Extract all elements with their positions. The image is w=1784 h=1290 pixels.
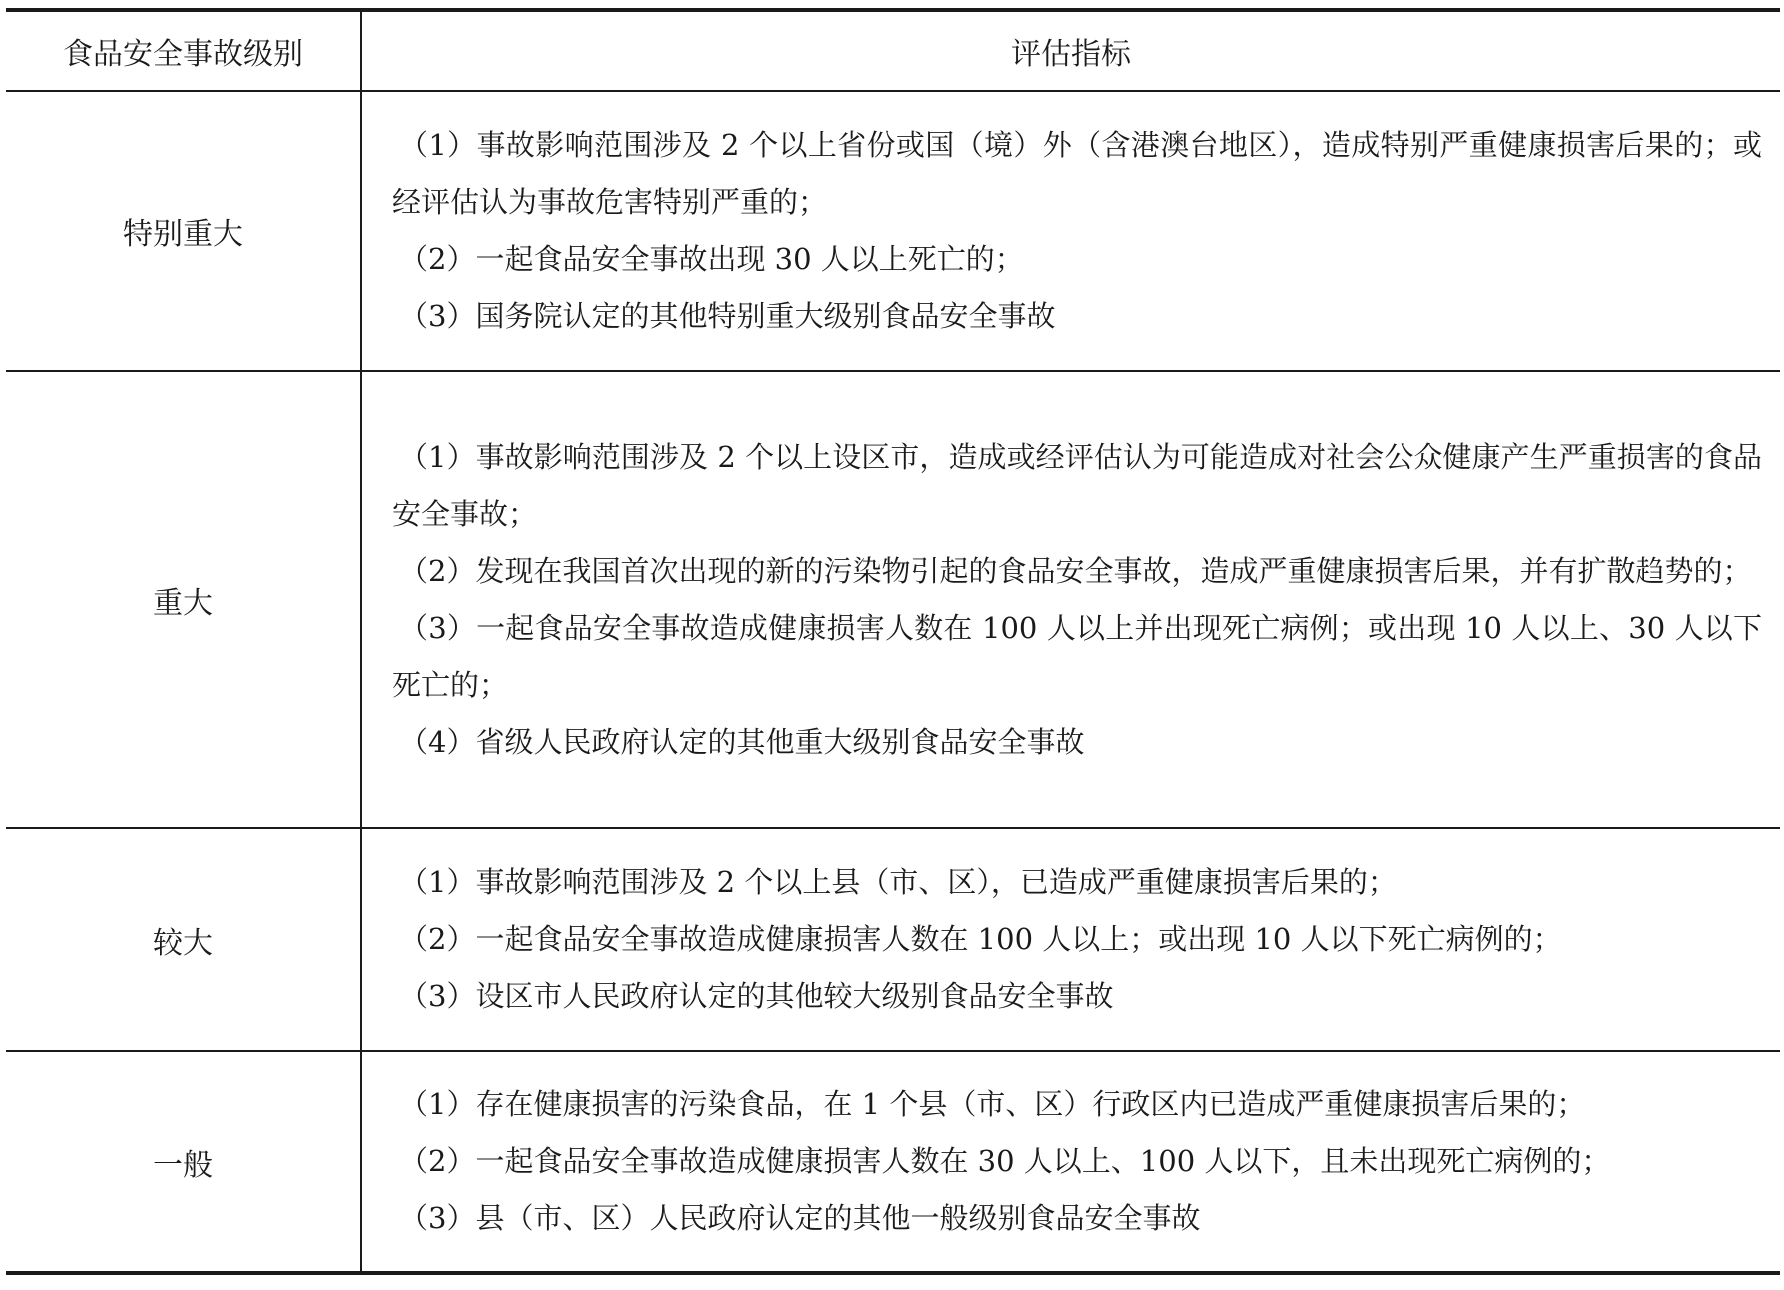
incident-level-table <box>6 8 1780 1275</box>
level-cell: 特别重大 <box>6 91 361 371</box>
criteria-item: （3）国务院认定的其他特别重大级别食品安全事故 <box>399 299 1056 333</box>
criteria-list <box>392 854 1762 1025</box>
header-criteria: 评估指标 <box>361 10 1780 91</box>
table-row <box>6 828 1780 1051</box>
level-cell: 一般 <box>6 1051 361 1273</box>
criteria-item: （2）一起食品安全事故出现 30 人以上死亡的； <box>399 242 1024 276</box>
criteria-cell <box>361 371 1780 828</box>
criteria-item: （2）发现在我国首次出现的新的污染物引起的食品安全事故，造成严重健康损害后果，并有扩散趋势的； <box>399 553 1752 588</box>
criteria-item: （1）存在健康损害的污染食品，在 1 个县（市、区）行政区内已造成严重健康损害后果的； <box>399 1087 1586 1121</box>
criteria-item: （2）一起食品安全事故造成健康损害人数在 100 人以上；或出现 10 人以下死亡病例的； <box>399 922 1562 956</box>
table-row <box>6 1051 1780 1273</box>
criteria-item: （1）事故影响范围涉及 2 个以上省份或国（境）外（含港澳台地区），造成特别严重健康损害后果的；或经评估认为事故危害特别严重的； <box>392 128 1762 219</box>
level-cell: 较大 <box>6 828 361 1051</box>
criteria-item: （4）省级人民政府认定的其他重大级别食品安全事故 <box>399 724 1085 759</box>
criteria-cell <box>361 1051 1780 1273</box>
criteria-cell <box>361 91 1780 371</box>
table-body <box>6 91 1780 1273</box>
table-header <box>6 10 1780 91</box>
criteria-item: （3）一起食品安全事故造成健康损害人数在 100 人以上并出现死亡病例；或出现 10 人以上、30 人以下死亡的； <box>392 610 1762 702</box>
criteria-item: （3）县（市、区）人民政府认定的其他一般级别食品安全事故 <box>399 1201 1201 1235</box>
level-cell: 重大 <box>6 371 361 828</box>
criteria-cell <box>361 828 1780 1051</box>
table-row <box>6 91 1780 371</box>
criteria-item: （1）事故影响范围涉及 2 个以上县（市、区），已造成严重健康损害后果的； <box>399 865 1397 899</box>
table-row <box>6 371 1780 828</box>
criteria-list <box>392 429 1762 771</box>
criteria-item: （3）设区市人民政府认定的其他较大级别食品安全事故 <box>399 979 1114 1013</box>
criteria-list <box>392 1076 1762 1247</box>
header-row <box>6 10 1780 91</box>
criteria-item: （2）一起食品安全事故造成健康损害人数在 30 人以上、100 人以下，且未出现死亡病例的； <box>399 1144 1611 1178</box>
header-level: 食品安全事故级别 <box>6 10 361 91</box>
criteria-list <box>392 117 1762 345</box>
criteria-item: （1）事故影响范围涉及 2 个以上设区市，造成或经评估认为可能造成对社会公众健康产生严重损害的食品安全事故； <box>392 439 1762 531</box>
